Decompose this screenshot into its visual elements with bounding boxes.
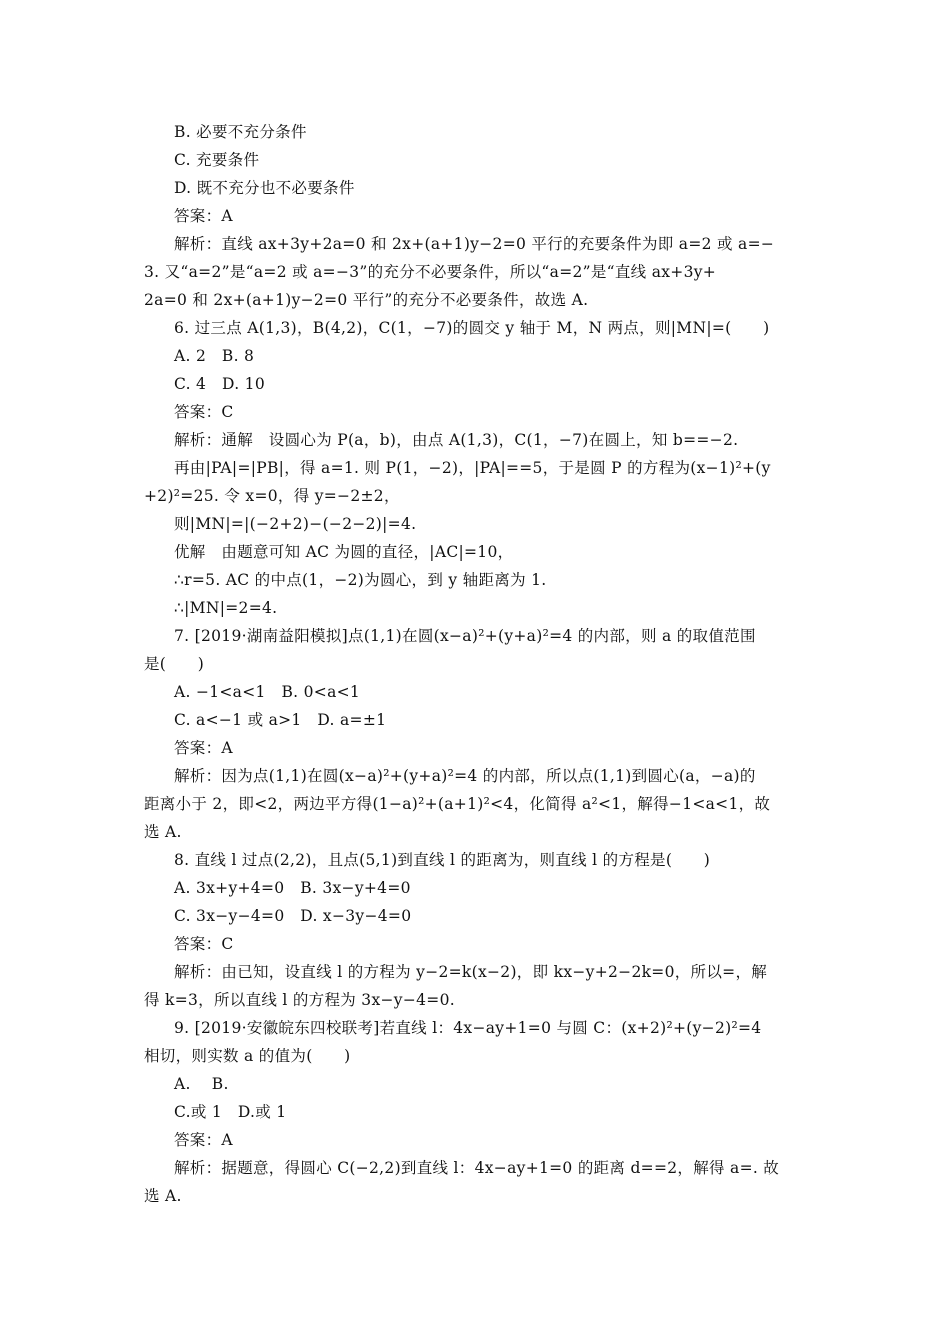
text-line: A. 2 B. 8 bbox=[174, 347, 255, 365]
text-line: 8. 直线 l 过点(2,2)，且点(5,1)到直线 l 的距离为，则直线 l 的方程是( ) bbox=[174, 851, 711, 869]
text-line: 7. [2019·湖南益阳模拟]点(1,1)在圆(x−a)²+(y+a)²=4 的内部，则 a 的取值范围 bbox=[174, 627, 756, 645]
text-line: 9. [2019·安徽皖东四校联考]若直线 l：4x−ay+1=0 与圆 C：(x+2)²+(y−2)²=4 bbox=[174, 1019, 762, 1037]
text-line: C.或 1 D.或 1 bbox=[174, 1103, 287, 1121]
text-line: 选 A. bbox=[144, 823, 182, 841]
text-line: 答案：C bbox=[174, 935, 234, 953]
text-line: 是( ) bbox=[144, 655, 205, 673]
text-line: C. a<−1 或 a>1 D. a=±1 bbox=[174, 711, 387, 729]
text-line: 解析：据题意，得圆心 C(−2,2)到直线 l：4x−ay+1=0 的距离 d==2，解得 a=. 故 bbox=[174, 1159, 780, 1177]
text-line: 解析：由已知，设直线 l 的方程为 y−2=k(x−2)，即 kx−y+2−2k=0，所以=，解 bbox=[174, 963, 768, 981]
text-line: 距离小于 2，即<2，两边平方得(1−a)²+(a+1)²<4，化简得 a²<1，解得−1<a<1，故 bbox=[144, 795, 771, 813]
text-line: B. 必要不充分条件 bbox=[174, 123, 307, 141]
text-line: ∴r=5. AC 的中点(1，−2)为圆心，到 y 轴距离为 1. bbox=[174, 571, 547, 589]
text-line: 解析：直线 ax+3y+2a=0 和 2x+(a+1)y−2=0 平行的充要条件为即 a=2 或 a=− bbox=[174, 235, 775, 253]
text-line: 再由|PA|=|PB|，得 a=1. 则 P(1，−2)，|PA|==5，于是圆 P 的方程为(x−1)²+(y bbox=[174, 459, 771, 477]
text-line: 答案：C bbox=[174, 403, 234, 421]
text-line: 答案：A bbox=[174, 207, 233, 225]
text-line: 优解 由题意可知 AC 为圆的直径，|AC|=10， bbox=[174, 543, 514, 561]
text-line: 解析：因为点(1,1)在圆(x−a)²+(y+a)²=4 的内部，所以点(1,1)到圆心(a，−a)的 bbox=[174, 767, 756, 785]
text-line: 答案：A bbox=[174, 1131, 233, 1149]
text-line: 解析：通解 设圆心为 P(a，b)，由点 A(1,3)，C(1，−7)在圆上，知 b==−2. bbox=[174, 431, 739, 449]
text-line: C. 3x−y−4=0 D. x−3y−4=0 bbox=[174, 907, 412, 925]
text-line: 3. 又“a=2”是“a=2 或 a=−3”的充分不必要条件，所以“a=2”是“直线 ax+3y+ bbox=[144, 263, 717, 281]
text-line: 2a=0 和 2x+(a+1)y−2=0 平行”的充分不必要条件，故选 A. bbox=[144, 291, 589, 309]
text-line: A. 3x+y+4=0 B. 3x−y+4=0 bbox=[174, 879, 411, 897]
text-line: ∴|MN|=2=4. bbox=[174, 599, 278, 617]
text-line: 得 k=3，所以直线 l 的方程为 3x−y−4=0. bbox=[144, 991, 455, 1009]
text-line: 6. 过三点 A(1,3)，B(4,2)，C(1，−7)的圆交 y 轴于 M，N 两点，则|MN|=( ) bbox=[174, 319, 770, 337]
text-line: D. 既不充分也不必要条件 bbox=[174, 179, 355, 197]
text-line: C. 4 D. 10 bbox=[174, 375, 265, 393]
text-line: 则|MN|=|(−2+2)−(−2−2)|=4. bbox=[174, 515, 417, 533]
text-line: A. B. bbox=[174, 1075, 229, 1093]
text-line: 相切，则实数 a 的值为( ) bbox=[144, 1047, 351, 1065]
text-line: 选 A. bbox=[144, 1187, 182, 1205]
text-line: A. −1<a<1 B. 0<a<1 bbox=[174, 683, 361, 701]
text-line: 答案：A bbox=[174, 739, 233, 757]
text-line: C. 充要条件 bbox=[174, 151, 260, 169]
text-line: +2)²=25. 令 x=0，得 y=−2±2， bbox=[144, 487, 400, 505]
